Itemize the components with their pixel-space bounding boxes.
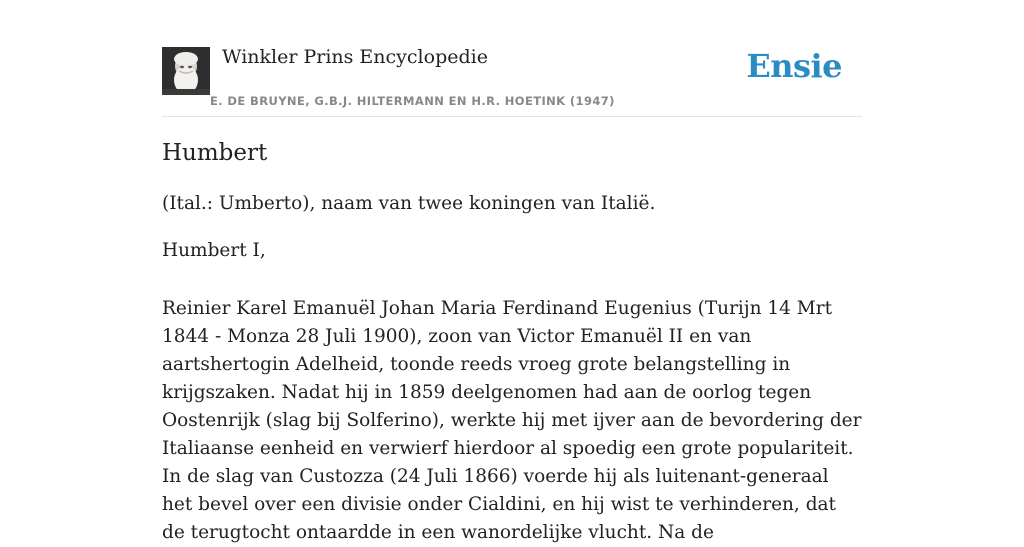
entry-lead: (Ital.: Umberto), naam van twee koningen van Italië. bbox=[162, 193, 656, 214]
site-header bbox=[162, 0, 862, 117]
site-title[interactable]: Winkler Prins Encyclopedie bbox=[222, 46, 488, 68]
ensie-logo[interactable]: Ensie bbox=[746, 47, 842, 85]
entry-title: Humbert bbox=[162, 140, 268, 166]
portrait-icon bbox=[162, 47, 210, 95]
page-container bbox=[162, 0, 862, 543]
entry-subheading: Humbert I, bbox=[162, 240, 266, 261]
author-avatar[interactable] bbox=[162, 47, 210, 95]
site-subtitle: E. DE BRUYNE, G.B.J. HILTERMANN EN H.R. HOETINK (1947) bbox=[210, 94, 615, 108]
entry-body: Reinier Karel Emanuël Johan Maria Ferdinand Eugenius (Turijn 14 Mrt 1844 - Monza 28 Juli 1900), zoon van Victor Emanuël II en van aartshertogin Adelheid, toonde reeds vroeg grote belangstelling in krijgszaken. Nadat hij in 1859 deelgenomen had aan de oorlog tegen Oostenrijk (slag bij Solferino), werkte hij met ijver aan de bevordering der Italiaanse eenheid en verwierf hierdoor al spoedig een grote populariteit. In de slag van Custozza (24 Juli 1866) voerde hij als luitenant-generaal het bevel over een divisie onder Cialdini, en hij wist te verhinderen, dat de terugtocht ontaardde in een wanordelijke vlucht. Na de bbox=[162, 298, 862, 543]
